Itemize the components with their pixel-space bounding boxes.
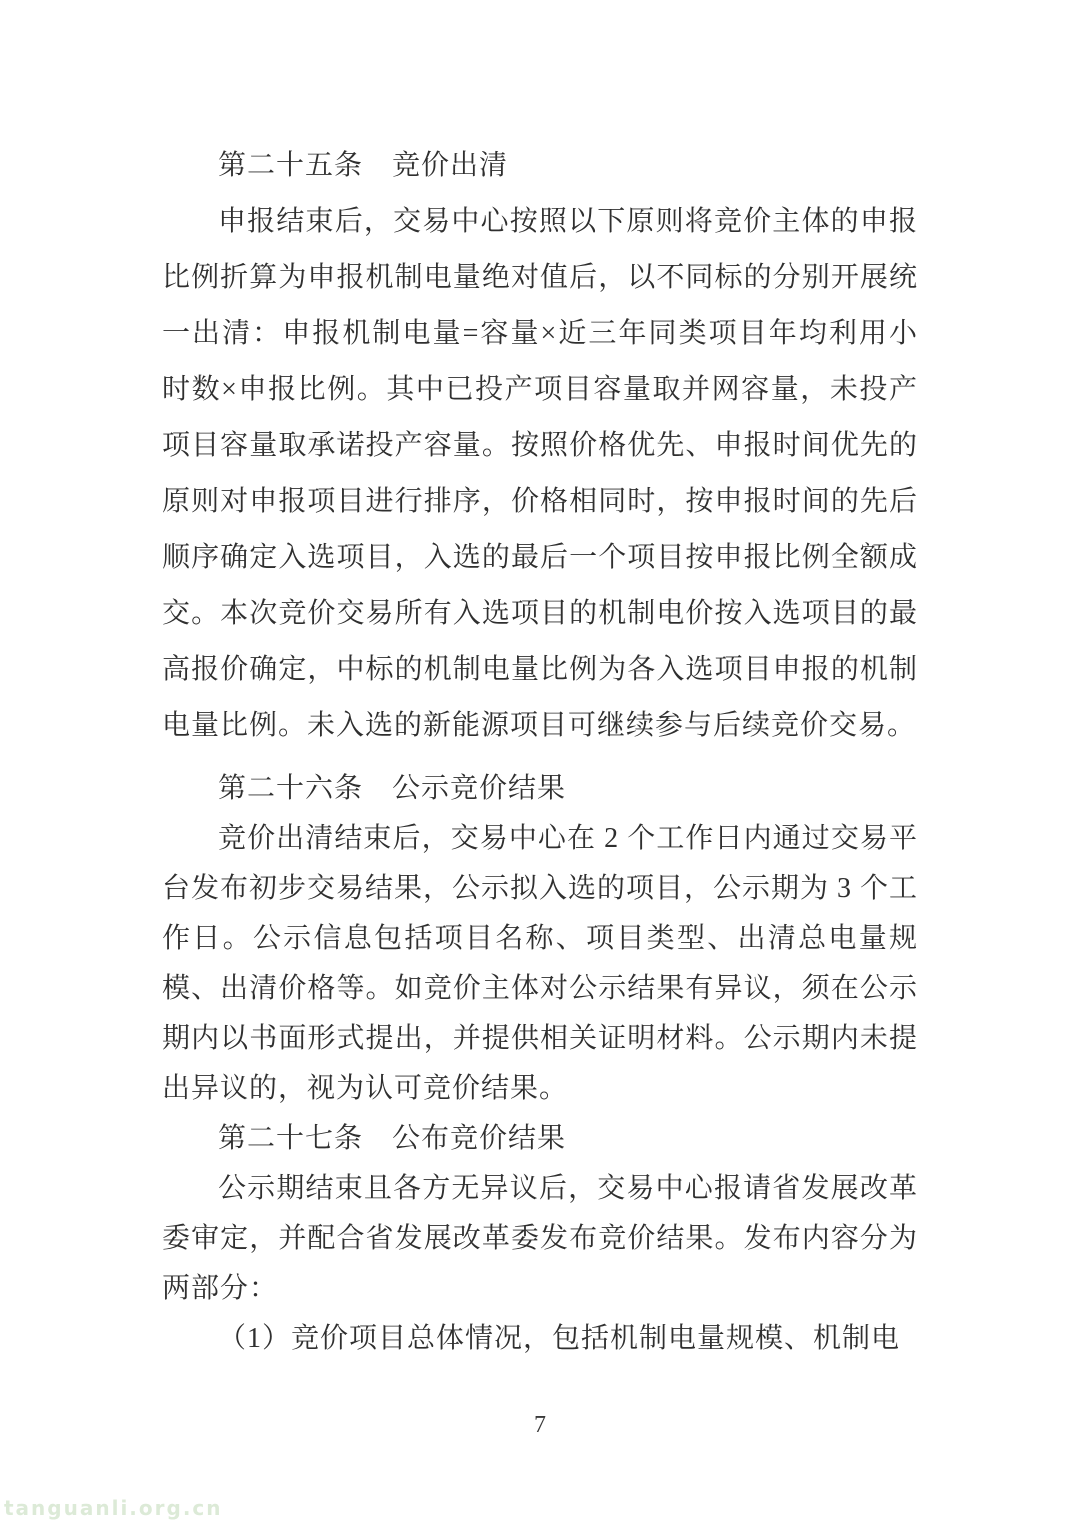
article-27-heading: 第二十七条 公布竞价结果 <box>218 1123 567 1154</box>
watermark: tanguanli.org.cn <box>4 1496 223 1520</box>
article-25-paragraph: 申报结束后，交易中心按照以下原则将竞价主体的申报比例折算为申报机制电量绝对值后，以不同标的分别开展统一出清：申报机制电量=容量×近三年同类项目年均利用小时数×申报比例。其中已投产项目容量取并网容量，未投产项目容量取承诺投产容量。按照价格优先、申报时间优先的原则对申报项目进行排序，价格相同时，按申报时间的先后顺序确定入选项目，入选的最后一个项目按申报比例全额成交。本次竞价交易所有入选项目的机制电价按入选项目的最高报价确定，中标的机制电量比例为各入选项目申报的机制电量比例。未入选的新能源项目可继续参与后续竞价交易。 <box>162 206 918 741</box>
page-number: 7 <box>534 1412 546 1438</box>
article-25 <box>162 138 918 754</box>
article-27-paragraph: 公示期结束且各方无异议后，交易中心报请省发展改革委审定，并配合省发展改革委发布竞价结果。发布内容分为两部分： <box>162 1173 918 1304</box>
article-26-paragraph: 竞价出清结束后，交易中心在 2 个工作日内通过交易平台发布初步交易结果，公示拟入选的项目，公示期为 3 个工作日。公示信息包括项目名称、项目类型、出清总电量规模、出清价格等。如竞价主体对公示结果有异议，须在公示期内以书面形式提出，并提供相关证明材料。公示期内未提出异议的，视为认可竞价结果。 <box>162 823 919 1104</box>
article-27-list-item-1: （1）竞价项目总体情况，包括机制电量规模、机制电 <box>218 1323 901 1354</box>
article-26 <box>162 764 918 1114</box>
article-27 <box>162 1114 918 1364</box>
article-25-heading: 第二十五条 竞价出清 <box>218 150 509 181</box>
article-26-heading: 第二十六条 公示竞价结果 <box>218 773 567 804</box>
document-content <box>162 138 918 1364</box>
